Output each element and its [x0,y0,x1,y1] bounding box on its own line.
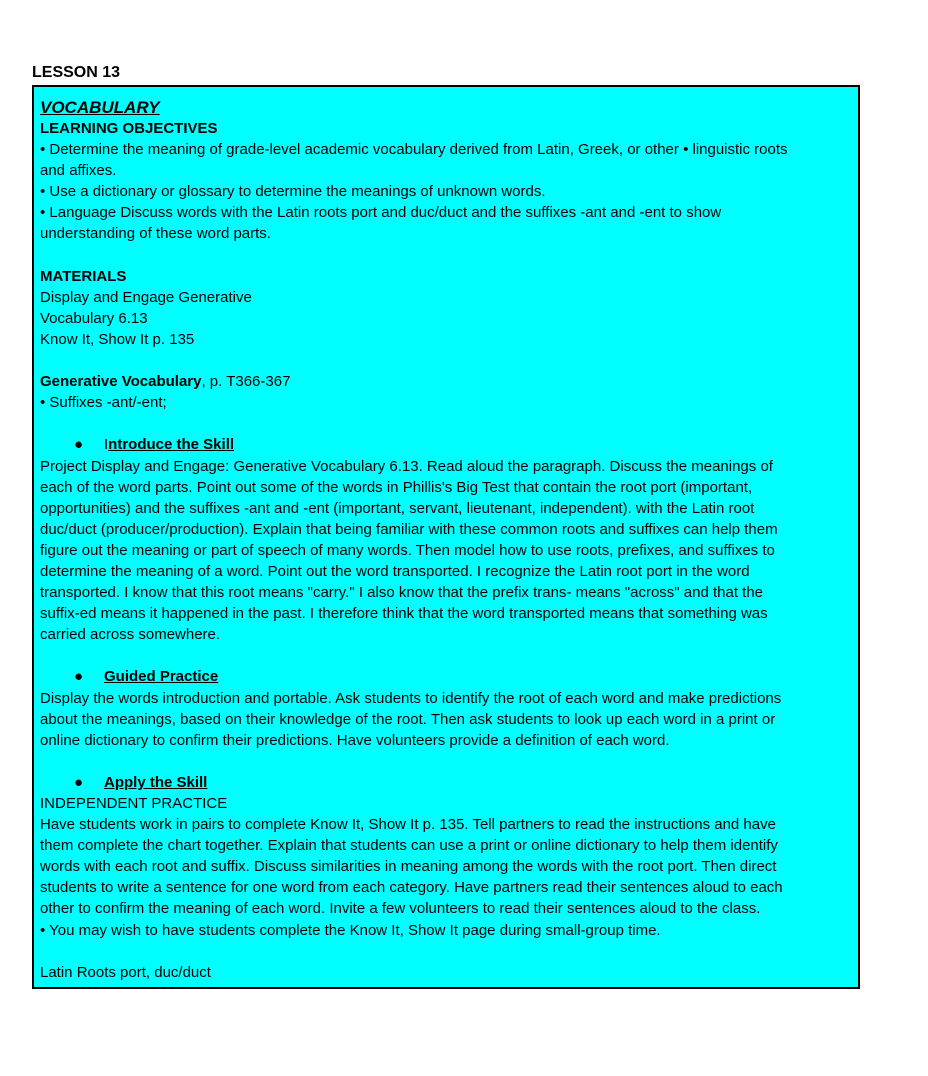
generative-vocabulary-pages: , p. T366-367 [201,373,291,391]
introduce-line: opportunities) and the suffixes -ant and -ent (important, servant, lieutenant, independent). with the Latin root [40,499,755,517]
guided-line: online dictionary to confirm their predictions. Have volunteers provide a definition of each word. [40,731,670,749]
apply-line: • You may wish to have students complete the Know It, Show It page during small-group time. [40,921,661,939]
materials-heading: MATERIALS [40,267,127,285]
introduce-line: suffix-ed means it happened in the past. I therefore think that the word transported means that something was [40,605,768,623]
bullet-icon: ● [74,436,84,454]
guided-practice-heading [40,666,852,687]
introduce-skill-first-letter: I [104,436,109,454]
introduce-skill-label: ntroduce the Skill [108,436,235,454]
bullet-icon: ● [74,668,84,686]
lesson-title: LESSON 13 [32,64,121,81]
apply-line: them complete the chart together. Explain that students can use a print or online dictionary to help them identify [40,837,778,855]
objective-line: • Determine the meaning of grade-level academic vocabulary derived from Latin, Greek, or other • linguistic roots [40,141,788,159]
generative-vocabulary-line [40,371,852,392]
section-title: VOCABULARY [40,98,160,117]
materials-line: Know It, Show It p. 135 [40,330,195,348]
generative-vocabulary-label: Generative Vocabulary [40,373,202,391]
introduce-line: figure out the meaning or part of speech of many words. Then model how to use roots, prefixes, and suffixes to [40,541,775,559]
apply-line: words with each root and suffix. Discuss similarities in meaning among the words with the root port. Then direct [40,858,777,876]
apply-line: students to write a sentence for one word from each category. Have partners read their sentences aloud to each [40,879,783,897]
apply-skill-label: Apply the Skill [104,773,208,791]
materials-line: Vocabulary 6.13 [40,309,148,327]
introduce-line: transported. I know that this root means "carry." I also know that the prefix trans- means "across" and that the [40,584,764,602]
suffixes-line: • Suffixes -ant/-ent; [40,394,167,412]
introduce-line: duc/duct (producer/production). Explain that being familiar with these common roots and suffixes can help them [40,520,778,538]
objective-line: understanding of these word parts. [40,225,271,243]
introduce-line: determine the meaning of a word. Point out the word transported. I recognize the Latin root port in the word [40,562,750,580]
independent-practice-heading: INDEPENDENT PRACTICE [40,795,228,812]
objective-line: • Language Discuss words with the Latin roots port and duc/duct and the suffixes -ant and -ent to show [40,204,722,222]
introduce-line: Project Display and Engage: Generative Vocabulary 6.13. Read aloud the paragraph. Discuss the meanings of [40,457,773,475]
introduce-line: each of the word parts. Point out some of the words in Phillis's Big Test that contain the root port (important, [40,478,753,496]
bullet-icon: ● [74,773,84,791]
guided-line: about the meanings, based on their knowledge of the root. Then ask students to look up each word in a print or [40,710,776,728]
objective-line: and affixes. [40,162,117,180]
objective-line: • Use a dictionary or glossary to determine the meanings of unknown words. [40,183,546,201]
apply-skill-heading [40,772,852,793]
vocabulary-box [32,85,860,989]
guided-line: Display the words introduction and portable. Ask students to identify the root of each word and make predictions [40,689,782,707]
materials-line: Display and Engage Generative [40,288,252,306]
apply-line: Have students work in pairs to complete Know It, Show It p. 135. Tell partners to read the instructions and have [40,816,776,834]
guided-practice-label: Guided Practice [104,668,219,686]
introduce-line: carried across somewhere. [40,626,221,644]
objectives-heading: LEARNING OBJECTIVES [40,120,218,137]
latin-roots-line: Latin Roots port, duc/duct [40,963,211,981]
vocabulary-content [40,97,852,983]
apply-line: other to confirm the meaning of each word. Invite a few volunteers to read their sentences aloud to the class. [40,900,761,918]
introduce-skill-heading [40,434,852,455]
